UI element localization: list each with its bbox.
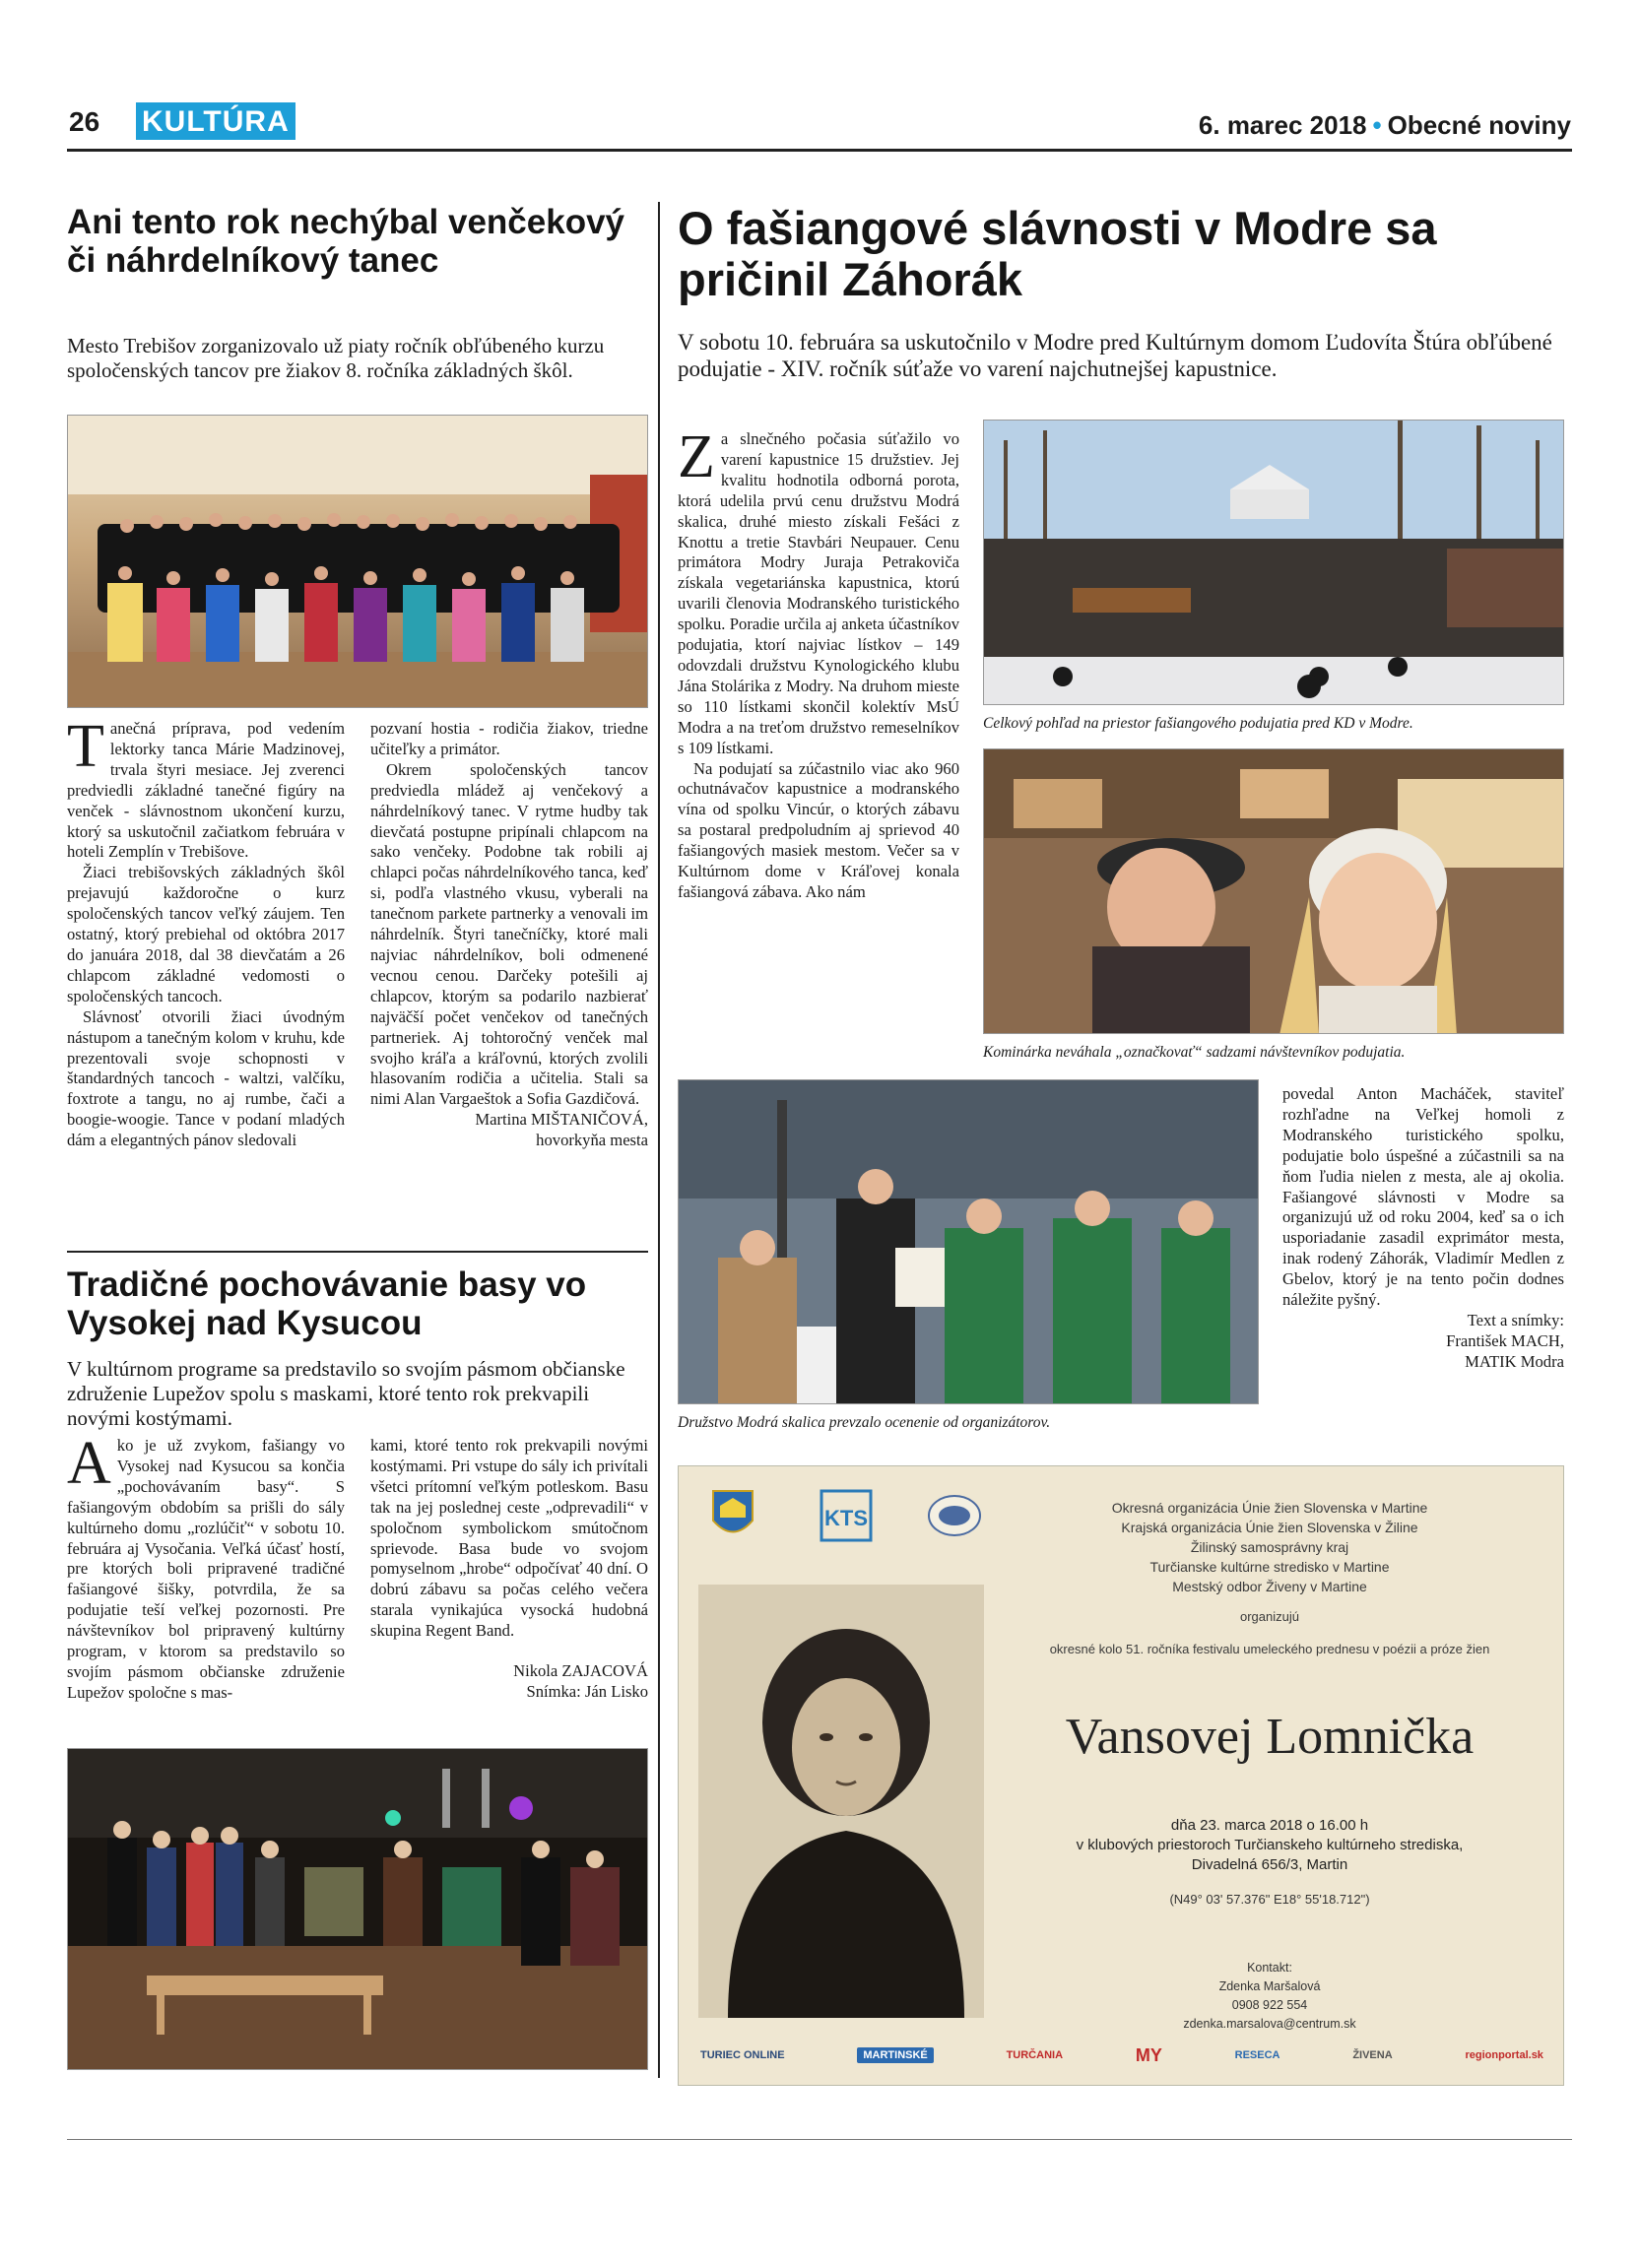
separator-dot: • xyxy=(1372,110,1382,140)
poster-festival-line: okresné kolo 51. ročníka festivalu umeleckého prednesu v poézii a próze žien xyxy=(1049,1642,1490,1656)
article-c-photo-credit: Snímka: Ján Lisko xyxy=(526,1681,648,1701)
issue-date: 6. marec 2018 xyxy=(1198,110,1367,140)
article-b-credit-1: Text a snímky: xyxy=(1467,1310,1564,1329)
bass-burial-photo xyxy=(67,1748,648,2070)
poster-date: dňa 23. marca 2018 o 16.00 h v klubových priestoroch Turčianskeho kultúrneho strediska, Divadelná 656/3, Martin xyxy=(1076,1817,1464,1873)
article-a-author: Martina MIŠTANIČOVÁ, xyxy=(475,1110,648,1130)
article-c-paragraph: kami, ktoré tento rok prekvapili novými kostýmami. Pri vstupe do sály ich privítali všetci prítomní veľkým potleskom. Basu tak na jej poslednej ceste „odprevadili“ v spoločnom symbolickom smútočnom sprievode. Basa bude vo svojom pomyselnom „hrobe“ odpočívať 40 dní. O dobrú zábavu sa počas celého večera starala vynikajúca vysocká hudobná skupina Regent Band. xyxy=(370,1436,648,1641)
article-divider xyxy=(67,1251,648,1253)
article-b-title: O fašiangové slávnosti v Modre sa pričinil Záhorák xyxy=(678,202,1437,305)
page-number: 26 xyxy=(69,106,100,137)
article-b-col1 xyxy=(678,423,959,903)
article-c-col2 xyxy=(370,1436,648,1703)
article-a-paragraph: anečná príprava, pod vedením lektorky tanca Márie Madzinovej, trvala štyri mesiace. Jej zverenci predviedli základné tanečné figúry na venček - slávnostnom ukončení kurzu, ktorý sa uskutočnil začiatkom februára v hoteli Zemplín v Trebišove. xyxy=(67,719,345,862)
sponsor-logo: MY xyxy=(1135,2044,1162,2065)
article-c-author: Nikola ZAJACOVÁ xyxy=(513,1661,648,1681)
footer-rule xyxy=(67,2139,1572,2140)
article-b-credit-3: MATIK Modra xyxy=(1465,1351,1564,1371)
sponsor-logo: MARTINSKÉ xyxy=(857,2047,933,2063)
event-poster xyxy=(678,1465,1564,2086)
article-c-col1 xyxy=(67,1430,345,1704)
article-a-author-role: hovorkyňa mesta xyxy=(536,1131,648,1150)
portrait-photo xyxy=(698,1585,984,2018)
article-b-paragraph: a slnečného počasia súťažilo vo varení kapustnice 15 družstiev. Jej kvalitu hodnotila odborná porota, ktorá udelila prvú cenu družstvu Modrá skalica, druhé miesto získali Fešáci z Knottu a tretie Stavbári Neupauer. Cenu primátora Modry Juraja Petrakoviča získala vegetariánska kapustnica, ktorú uvarili členovia Modranského turistického spolku. Poradie určila aj anketa účastníkov podujatia, ktorí najviac lístkov – 149 odovzdali družstvu Kynologického klubu Jána Stolárika z Modry. Na druhom mieste so 110 lístkami skončil kolektív MsÚ Modra a na treťom družstvo remeselníkov s 109 lístkami. xyxy=(678,429,959,757)
article-b-credit-2: František MACH, xyxy=(1446,1330,1564,1350)
article-a-lead: Mesto Trebišov zorganizovalo už piaty ročník obľúbeného kurzu spoločenských tancov pre žiakov 8. ročníka základných škôl. xyxy=(67,334,605,382)
article-a-col2 xyxy=(370,719,648,1151)
sponsor-logo: TURIEC ONLINE xyxy=(700,2049,785,2061)
article-a-col1 xyxy=(67,713,345,1151)
sponsor-logo: RESECA xyxy=(1234,2049,1280,2061)
poster-contact: Kontakt: Zdenka Maršalová 0908 922 554 zdenka.marsalova@centrum.sk xyxy=(1183,1961,1356,2031)
poster-organizers: Okresná organizácia Únie žien Slovenska v Martine Krajská organizácia Únie žien Slovenska v Žiline Žilinský samosprávny kraj Turčianske kultúrne stredisko v Martine Mestský odbor Živeny v Martine xyxy=(1111,1500,1428,1594)
masthead-right xyxy=(1199,110,1571,141)
coat-of-arms-icon xyxy=(708,1486,757,1545)
article-c-paragraph: ko je už zvykom, fašiangy vo Vysokej nad Kysucou sa končia „pochovávaním basy“. S fašiangovým obdobím sa prišli do sály kultúrneho domu „rozlúčiť“ v sobotu 10. februára aj Vysočania. Veľká účasť hostí, pre ktorých boli pripravené tradičné fašiangové šišky, potvrdila, že sa podujatie teší veľkej pozornosti. Pre návštevníkov bol pripravený kultúrny program, v ktorom sa predstavilo so svojím pásmom občianske združenie Lupežov spoločne s mas- xyxy=(67,1436,345,1702)
article-a-paragraph: Okrem spoločenských tancov predviedla mládež aj venčekový a náhrdelníkový tanec. V rytme hudby tak dievčatá postupne pripínali chlapcom na sako venčeky. Podobne tak robili aj chlapci počas náhrdelníkového tanca, keď si, podľa vlastného vkusu, vyberali na tanečnom parkete partnerky a venovali im náhrdelník. Štyri tanečníčky, ktoré mali najviac náhrdelníkov, boli odmenené vecnou cenou. Darčeky potešili aj chlapcov, ktorým sa podarilo nazbierať najväčší počet venčekov od tanečných partneriek. Aj tohtoročný venček mal svojho kráľa a kráľovnú, ktorých zvolili hlasovaním rodičia a učitelia. Stali sa nimi Alan Vargaeštok a Sofia Gazdičová. xyxy=(370,759,648,1109)
article-c-lead: V kultúrnom programe sa predstavilo so svojím pásmom občianske združenie Lupežov spolu s maskami, ktoré tento rok prekvapili novými kostýmami. xyxy=(67,1357,625,1430)
svg-text:KTS: KTS xyxy=(824,1506,868,1530)
article-c-dropcap: A xyxy=(67,1430,111,1497)
header-rule xyxy=(67,149,1572,152)
article-a-dropcap: T xyxy=(67,713,104,780)
sponsor-logo: ŽIVENA xyxy=(1352,2049,1393,2061)
kts-logo-icon xyxy=(817,1486,876,1545)
article-b-paragraph: Na podujatí sa zúčastnilo viac ako 960 ochutnávačov kapustnice a modranského vína od spolku Vincúr, o ktorých zábavu sa postaral predpoludním aj sprievod 40 fašiangových masiek mestom. Večer sa v Kultúrnom dome v Kráľovej konala fašiangová zábava. Ako nám xyxy=(678,758,959,901)
festival-crowd-photo xyxy=(983,420,1564,705)
article-a-paragraph: Žiaci trebišovských základných škôl prejavujú každoročne o kurz spoločenských tancov veľký záujem. Ten ostatný, ktorý prebiehal od októbra 2017 do januára 2018, dal 38 dievčatám a 26 chlapcom základné vedomosti o spoločenských tancoch. xyxy=(67,863,345,1005)
column-divider xyxy=(658,202,660,2078)
poster-organize-word: organizujú xyxy=(1240,1609,1299,1624)
photo-caption-sweep: Kominárka neváhala „označkovať“ sadzami návštevníkov podujatia. xyxy=(983,1044,1406,1061)
photo-caption-crowd: Celkový pohľad na priestor fašiangového podujatia pred KD v Modre. xyxy=(983,715,1413,732)
article-b-paragraph: povedal Anton Macháček, staviteľ rozhľadne na Veľkej homoli z Modranského turistického spolku, podujatie bolo úspešné a zúčastnili sa na ňom ľudia nielen z mesta, ale aj okolia. Fašiangové slávnosti v Modre sa organizujú už od roku 2004, keď sa o ich usporiadanie zasadil exprimátor mesta, inak rodený Záhorák, Vladimír Medlen z Gbelov, ktorý je na tento počin dodnes náležite pyšný. xyxy=(1282,1084,1564,1310)
poster-sponsor-bar xyxy=(689,2036,1555,2075)
sponsor-logo: regionportal.sk xyxy=(1465,2049,1543,2061)
organization-seal-icon xyxy=(925,1491,984,1540)
award-team-photo xyxy=(678,1079,1259,1404)
article-b-col2 xyxy=(1282,1084,1564,1373)
article-c-title: Tradičné pochovávanie basy vo Vysokej nad Kysucou xyxy=(67,1265,587,1342)
article-b-lead: V sobotu 10. februára sa uskutočnilo v Modre pred Kultúrnym domom Ľudovíta Štúra obľúbené podujatie - XIV. ročník súťaže vo varení najchutnejšej kapustnice. xyxy=(678,330,1552,381)
section-label: KULTÚRA xyxy=(136,102,295,140)
article-b-dropcap: Z xyxy=(678,423,715,490)
article-a-paragraph: Slávnosť otvorili žiaci úvodným nástupom a tanečným kolom v kruhu, kde prezentovali svoje schopnosti v štandardných tancoch - waltzi, valčíku, foxtrote a tangu, no aj rumbe, čači a boogie-woogie. Tance v podaní mladých dám a elegantných pánov sledovali xyxy=(67,1006,345,1150)
article-a-paragraph: pozvaní hostia - rodičia žiakov, triedne učiteľky a primátor. xyxy=(370,719,648,758)
poster-title: Vansovej Lomnička xyxy=(1065,1709,1475,1765)
article-a-title: Ani tento rok nechýbal venčekový či náhrdelníkový tanec xyxy=(67,203,625,280)
newspaper-name: Obecné noviny xyxy=(1387,110,1571,140)
photo-caption-award: Družstvo Modrá skalica prevzalo ocenenie od organizátorov. xyxy=(678,1414,1051,1431)
chimney-sweep-photo xyxy=(983,748,1564,1034)
poster-gps: (N49° 03' 57.376" E18° 55'18.712") xyxy=(1169,1892,1370,1907)
sponsor-logo: TURČANIA xyxy=(1006,2049,1064,2061)
dance-group-photo xyxy=(67,415,648,708)
